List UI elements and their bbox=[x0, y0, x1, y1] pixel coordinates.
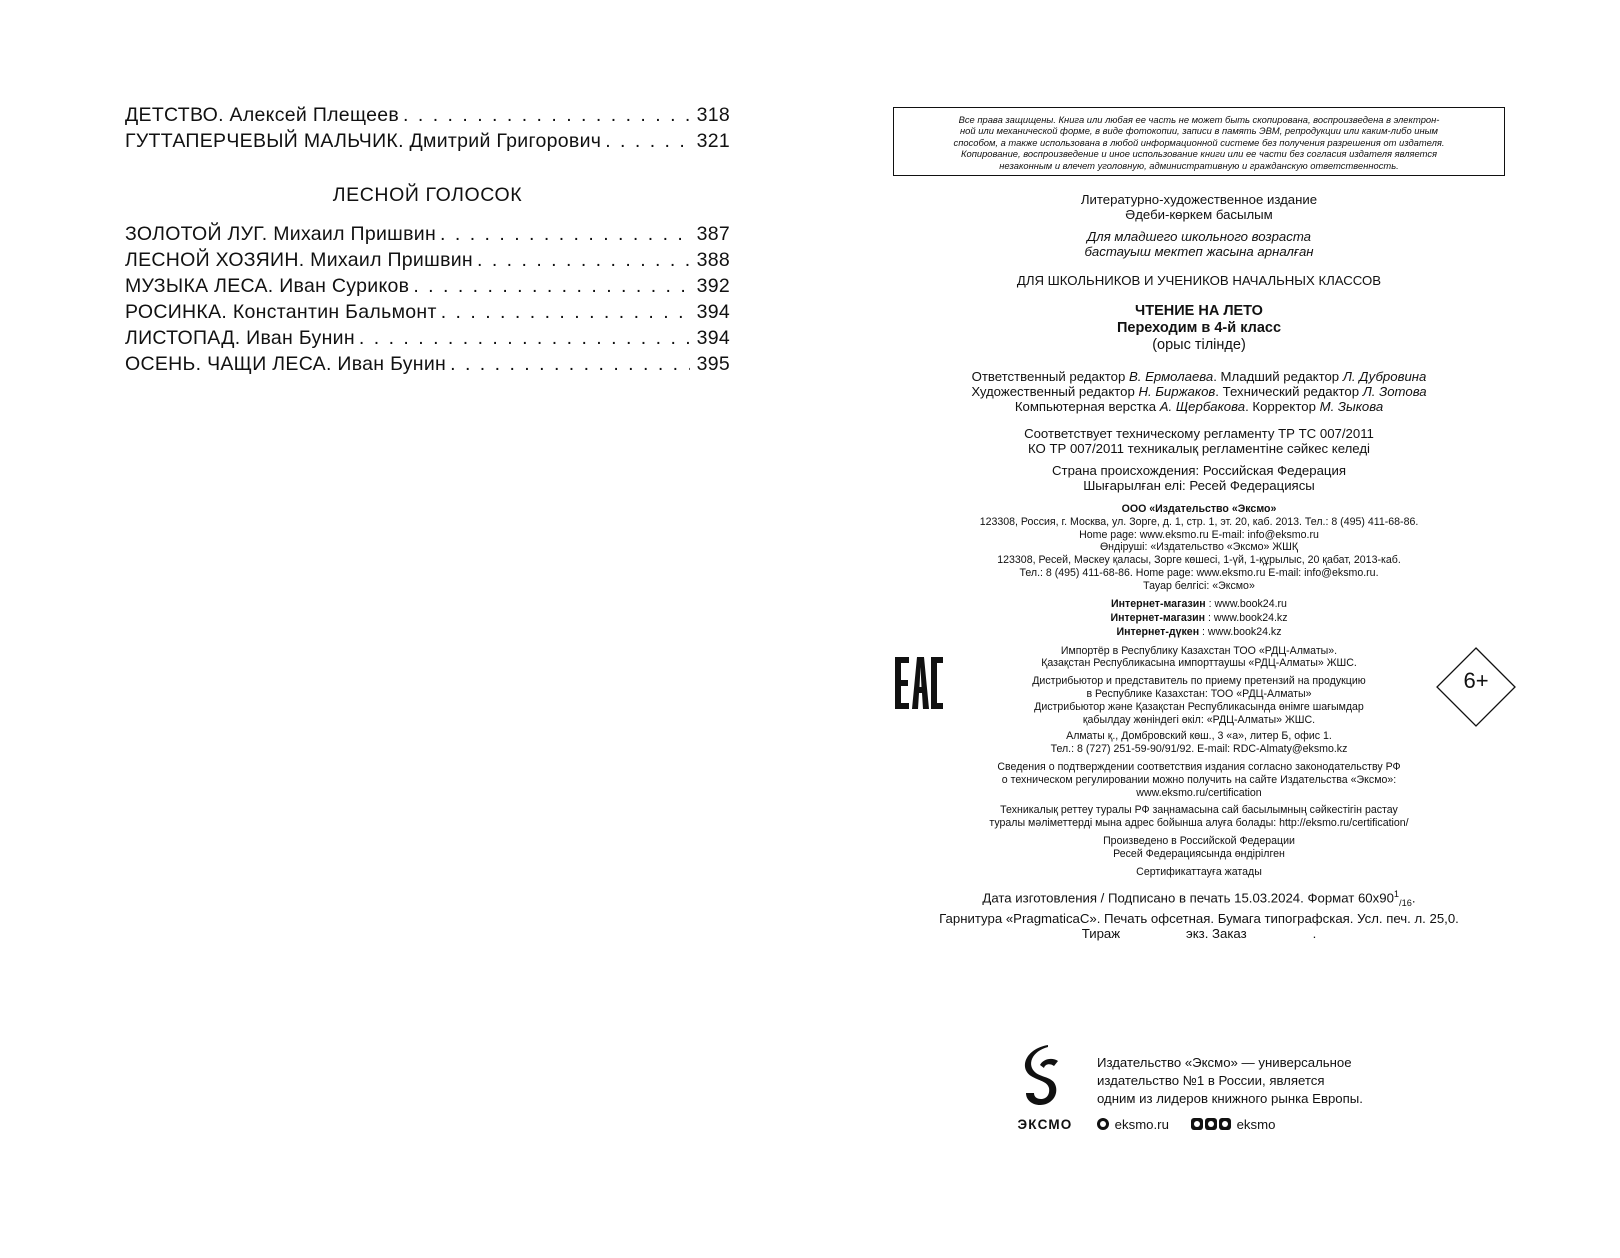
globe-icon bbox=[1097, 1118, 1109, 1130]
print-info-line: Гарнитура «PragmaticaC». Печать офсетная. Бумага типографская. Усл. печ. л. 25,0. bbox=[939, 911, 1459, 927]
toc-entry-page: 388 bbox=[696, 249, 730, 271]
eksmo-description-line: одним из лидеров книжного рынка Европы. bbox=[1097, 1091, 1363, 1106]
shop-line bbox=[893, 597, 1505, 611]
toc-entry-page: 387 bbox=[696, 223, 730, 245]
online-shops bbox=[893, 597, 1505, 639]
copyright-line: способом, а также использована в любой информационной системе без получения разрешения от издателя. bbox=[953, 136, 1445, 148]
vk-icon bbox=[1191, 1118, 1203, 1130]
certification-line: www.eksmo.ru/certification bbox=[1136, 786, 1262, 799]
toc-leader-dots bbox=[359, 325, 690, 351]
toc-entry-title: РОСИНКА. Константин Бальмонт bbox=[125, 301, 437, 323]
distributor bbox=[893, 675, 1505, 726]
copyright-line: незаконным и влечет уголовную, административную и гражданскую ответственность. bbox=[999, 159, 1399, 171]
publisher-name: ООО «Издательство «Эксмо» bbox=[1121, 503, 1277, 515]
telegram-icon bbox=[1219, 1118, 1231, 1130]
certification-ru bbox=[893, 761, 1505, 799]
produced-ru: Произведено в Российской Федерации bbox=[1103, 834, 1295, 847]
toc-entry-page: 395 bbox=[696, 353, 730, 375]
produced-kz: Ресей Федерациясында өндірілген bbox=[1113, 847, 1285, 860]
book-title-block bbox=[893, 303, 1505, 354]
toc-entry bbox=[125, 273, 730, 299]
toc-entry-title: ЗОЛОТОЙ ЛУГ. Михаил Пришвин bbox=[125, 223, 437, 245]
edition-type bbox=[893, 192, 1505, 222]
editor-name: Н. Биржаков bbox=[1138, 384, 1216, 399]
origin bbox=[893, 463, 1505, 493]
eksmo-site-link[interactable] bbox=[1097, 1117, 1169, 1132]
importer-ru: Импортёр в Республику Казахстан ТОО «РДЦ-Алматы». bbox=[1060, 644, 1338, 657]
shop-line bbox=[893, 611, 1505, 625]
editors-line bbox=[893, 369, 1505, 384]
certification-kz bbox=[893, 804, 1505, 830]
certification-line: Техникалық реттеу туралы РФ заңнамасына сай басылымның сәйкестігін растау bbox=[1000, 804, 1398, 817]
format-fraction-den: /16 bbox=[1399, 898, 1412, 909]
format-fraction-num: 1 bbox=[1393, 889, 1400, 900]
editors bbox=[893, 369, 1505, 414]
importer bbox=[893, 645, 1505, 671]
editor-name: Л. Дубровина bbox=[1342, 369, 1427, 384]
distributor-address bbox=[893, 730, 1505, 756]
toc-leader-dots bbox=[477, 247, 690, 273]
role-label: . Младший редактор bbox=[1213, 369, 1343, 384]
toc-entry-title: МУЗЫКА ЛЕСА. Иван Суриков bbox=[125, 275, 410, 297]
age-rating: 6+ bbox=[1463, 668, 1489, 693]
eksmo-site-text: eksmo.ru bbox=[1114, 1117, 1169, 1132]
table-of-contents bbox=[125, 102, 730, 377]
print-info-line bbox=[893, 887, 1505, 911]
toc-entry-title: ОСЕНЬ. ЧАЩИ ЛЕСА. Иван Бунин bbox=[125, 353, 447, 375]
role-label: . Технический редактор bbox=[1215, 384, 1363, 399]
certification-status: Сертификаттауға жатады bbox=[1136, 865, 1262, 878]
shop-url: : www.book24.ru bbox=[1205, 597, 1287, 610]
origin-kz: Шығарылған елі: Ресей Федерациясы bbox=[1083, 478, 1315, 493]
eksmo-description bbox=[1097, 1054, 1363, 1108]
book-title: ЧТЕНИЕ НА ЛЕТО bbox=[1135, 303, 1263, 319]
role-label: Художественный редактор bbox=[971, 384, 1139, 399]
eksmo-links bbox=[1097, 1117, 1275, 1132]
toc-leader-dots bbox=[403, 102, 690, 128]
toc-entry bbox=[125, 128, 730, 154]
importer-kz: Қазақстан Республикасына импорттаушы «РДЦ-Алматы» ЖШС. bbox=[1041, 657, 1357, 670]
publisher-info bbox=[893, 503, 1505, 593]
toc-entry-page: 394 bbox=[696, 327, 730, 349]
toc-entry-title: ГУТТАПЕРЧЕВЫЙ МАЛЬЧИК. Дмитрий Григорович bbox=[125, 130, 602, 152]
copyright-line: Копирование, воспроизведение и иное использование книги или ее части без согласия издателя является bbox=[960, 148, 1438, 160]
eac-mark-icon bbox=[893, 655, 945, 711]
editor-name: А. Щербакова bbox=[1159, 399, 1246, 414]
shop-label: Интернет-магазин bbox=[1111, 597, 1206, 610]
role-label: . Корректор bbox=[1245, 399, 1320, 414]
certification-line: о техническом регулировании можно получить на сайте Издательства «Эксмо»: bbox=[1001, 773, 1397, 786]
publisher-detail: 123308, Ресей, Мәскеу қаласы, Зорге көшесі, 1-үй, 1-құрылыс, 20 қабат, 2013-каб. bbox=[997, 554, 1401, 567]
eksmo-social-link[interactable] bbox=[1191, 1117, 1276, 1132]
toc-entry-title: ЛИСТОПАД. Иван Бунин bbox=[125, 327, 355, 349]
eksmo-logo-icon bbox=[1010, 1043, 1080, 1120]
toc-leader-dots bbox=[441, 299, 690, 325]
toc-leader-dots bbox=[440, 221, 690, 247]
produced-in bbox=[893, 835, 1505, 861]
address-line: Тел.: 8 (727) 251-59-90/91/92. E-mail: RDC-Almaty@eksmo.kz bbox=[1050, 743, 1348, 756]
certification-line: туралы мәліметтерді мына адрес бойынша алуға болады: http://eksmo.ru/certification/ bbox=[989, 817, 1409, 830]
toc-entry bbox=[125, 325, 730, 351]
age-group-kz: бастауыш мектеп жасына арналған bbox=[1084, 244, 1314, 259]
copyright-notice-box bbox=[893, 107, 1505, 176]
editors-line bbox=[893, 399, 1505, 414]
toc-entry bbox=[125, 221, 730, 247]
publisher-detail: Өндіруші: «Издательство «Эксмо» ЖШҚ bbox=[1099, 541, 1299, 554]
print-info bbox=[893, 887, 1505, 941]
shop-label: Интернет-дүкен bbox=[1116, 625, 1200, 638]
toc-entry-page: 392 bbox=[696, 275, 730, 297]
toc-entry-page: 321 bbox=[696, 130, 730, 152]
ok-icon bbox=[1205, 1118, 1217, 1130]
publisher-detail: Тауар белгісі: «Эксмо» bbox=[1143, 579, 1255, 592]
toc-entry-page: 394 bbox=[696, 301, 730, 323]
eksmo-description-line: издательство №1 в России, является bbox=[1097, 1073, 1325, 1088]
role-label: Компьютерная верстка bbox=[1014, 399, 1160, 414]
shop-url: : www.book24.kz bbox=[1205, 611, 1288, 624]
editors-line bbox=[893, 384, 1505, 399]
toc-section-title: ЛЕСНОЙ ГОЛОСОК bbox=[332, 184, 523, 206]
role-label: Ответственный редактор bbox=[971, 369, 1129, 384]
book-language: (орыс тілінде) bbox=[1152, 337, 1246, 353]
eksmo-social-text: eksmo bbox=[1236, 1117, 1276, 1132]
imprint-page bbox=[893, 107, 1505, 941]
editor-name: Л. Зотова bbox=[1362, 384, 1427, 399]
compliance-kz: КО ТР 007/2011 техникалық регламентіне сәйкес келеді bbox=[1028, 441, 1370, 456]
toc-entry-title: ДЕТСТВО. Алексей Плещеев bbox=[125, 104, 400, 126]
print-format: Дата изготовления / Подписано в печать 15.03.2024. Формат 60х90 bbox=[982, 890, 1394, 906]
compliance-ru: Соответствует техническому регламенту ТР ТС 007/2011 bbox=[1024, 426, 1374, 441]
distributor-line: Дистрибьютор және Қазақстан Республикасында өнімге шағымдар bbox=[1034, 700, 1364, 713]
publisher-detail: 123308, Россия, г. Москва, ул. Зорге, д. 1, стр. 1, эт. 20, каб. 2013. Тел.: 8 (495) 411-68-86. bbox=[979, 515, 1419, 528]
origin-ru: Страна происхождения: Российская Федерация bbox=[1052, 463, 1346, 478]
certification-line: Сведения о подтверждении соответствия издания согласно законодательству РФ bbox=[997, 760, 1401, 773]
distributor-line: Дистрибьютор и представитель по приему претензий на продукцию bbox=[1032, 675, 1366, 688]
distributor-line: в Республике Казахстан: ТОО «РДЦ-Алматы» bbox=[1086, 687, 1312, 700]
toc-entry-page: 318 bbox=[696, 104, 730, 126]
eksmo-description-line: Издательство «Эксмо» — универсальное bbox=[1097, 1055, 1352, 1070]
audience: ДЛЯ ШКОЛЬНИКОВ И УЧЕНИКОВ НАЧАЛЬНЫХ КЛАССОВ bbox=[1016, 273, 1382, 288]
copyright-line: Все права защищены. Книга или любая ее часть не может быть скопирована, воспроизведена в электрон- bbox=[958, 114, 1440, 125]
print-format-end: . bbox=[1411, 890, 1416, 906]
editor-name: В. Ермолаева bbox=[1129, 369, 1214, 384]
publisher-detail: Home page: www.eksmo.ru E-mail: info@eksmo.ru bbox=[1079, 528, 1319, 541]
address-line: Алматы қ., Домбровский көш., 3 «а», литер Б, офис 1. bbox=[1066, 730, 1332, 743]
toc-entry bbox=[125, 247, 730, 273]
compliance bbox=[893, 426, 1505, 456]
toc-leader-dots bbox=[413, 273, 690, 299]
editor-name: М. Зыкова bbox=[1319, 399, 1384, 414]
toc-leader-dots bbox=[605, 128, 690, 154]
edition-type-kz: Әдеби-көркем басылым bbox=[1125, 207, 1273, 222]
age-group bbox=[893, 229, 1505, 259]
book-subtitle: Переходим в 4-й класс bbox=[1116, 320, 1282, 336]
shop-url: : www.book24.kz bbox=[1199, 625, 1282, 638]
eksmo-logo-text: ЭКСМО bbox=[1017, 1117, 1073, 1132]
toc-leader-dots bbox=[450, 351, 690, 377]
copyright-line: ной или механической форме, в виде фотокопии, записи в память ЭВМ, репродукции или каким-либо иным bbox=[960, 125, 1438, 137]
edition-type-ru: Литературно-художественное издание bbox=[1080, 192, 1318, 207]
toc-entry bbox=[125, 299, 730, 325]
print-info-line: Тираж экз. Заказ . bbox=[1081, 926, 1317, 942]
publisher-detail: Тел.: 8 (495) 411-68-86. Home page: www.eksmo.ru E-mail: info@eksmo.ru. bbox=[1019, 566, 1379, 579]
age-group-ru: Для младшего школьного возраста bbox=[1086, 229, 1312, 244]
toc-entry bbox=[125, 102, 730, 128]
distributor-line: қабылдау жөніндегі өкіл: «РДЦ-Алматы» ЖШС. bbox=[1082, 713, 1316, 726]
shop-label: Интернет-магазин bbox=[1110, 611, 1206, 624]
toc-entry bbox=[125, 351, 730, 377]
shop-line bbox=[893, 625, 1505, 639]
toc-entry-title: ЛЕСНОЙ ХОЗЯИН. Михаил Пришвин bbox=[125, 249, 473, 271]
